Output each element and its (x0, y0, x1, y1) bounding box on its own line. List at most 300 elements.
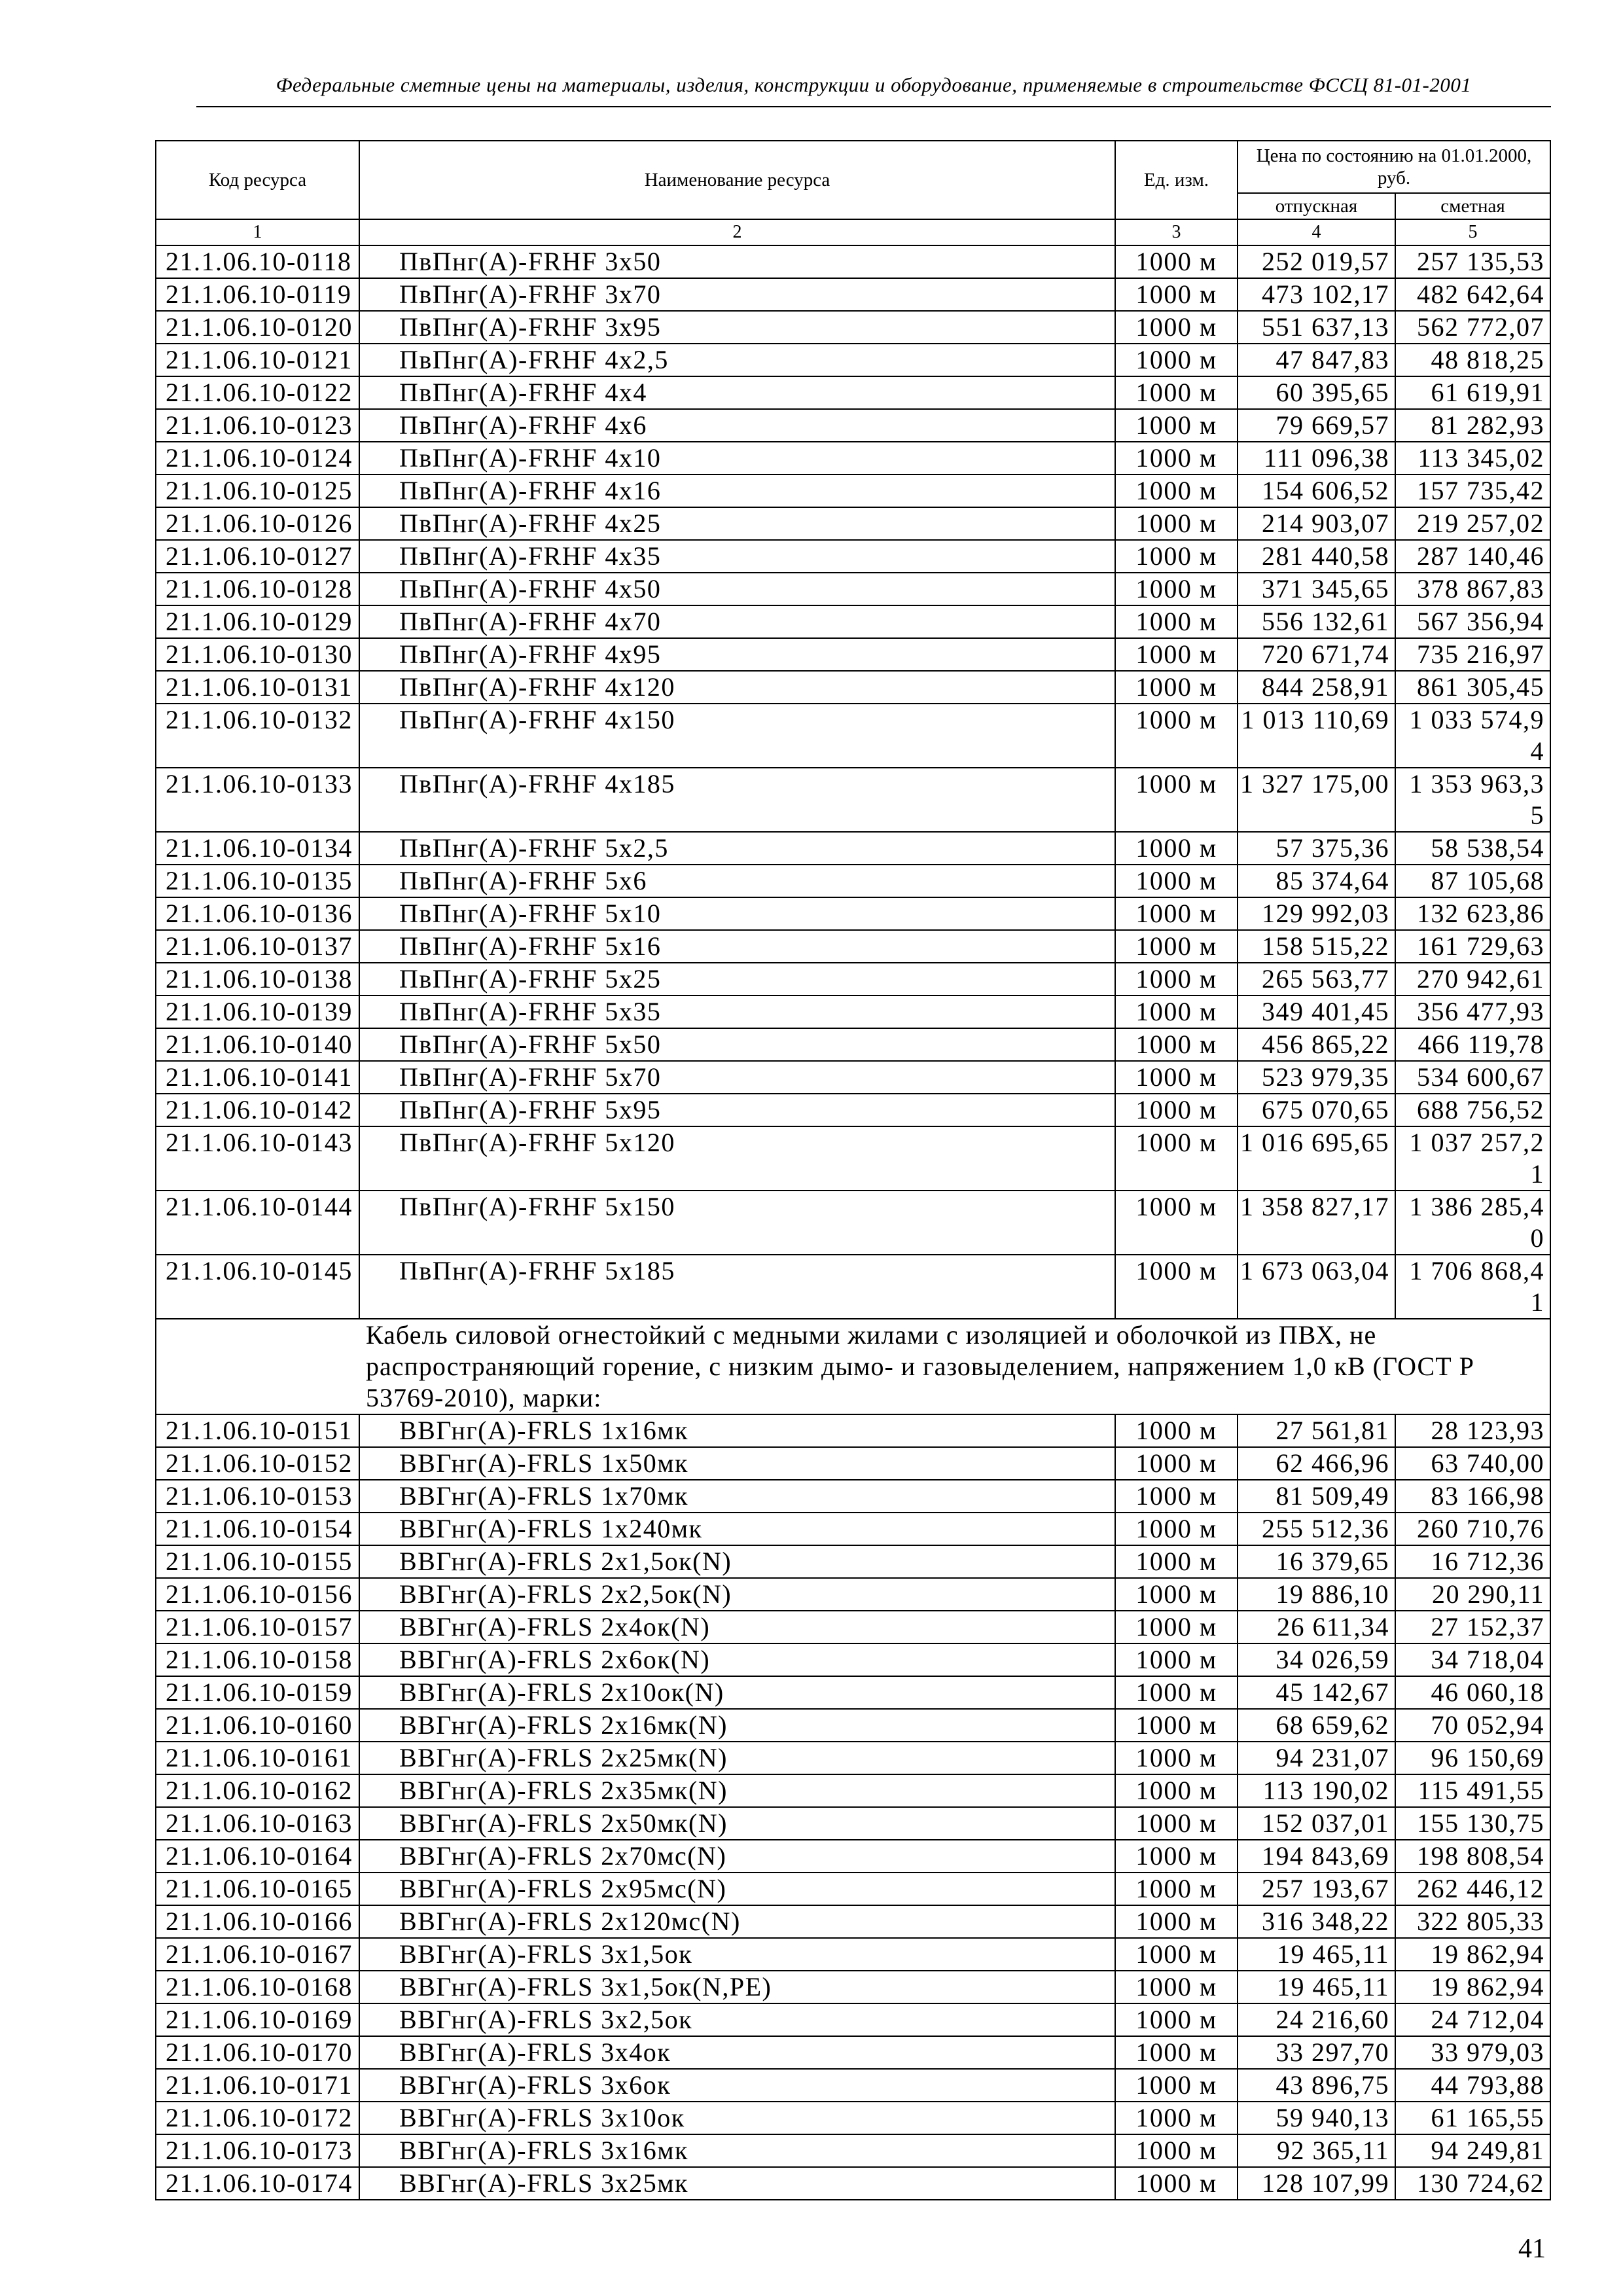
resource-code: 21.1.06.10-0121 (156, 344, 359, 376)
price-release: 79 669,57 (1238, 409, 1395, 442)
unit: 1000 м (1115, 2167, 1238, 2200)
price-estimate: 58 538,54 (1395, 832, 1550, 865)
resource-code: 21.1.06.10-0144 (156, 1191, 359, 1255)
price-estimate: 132 623,86 (1395, 897, 1550, 930)
resource-name: ВВГнг(А)-FRLS 1х16мк (359, 1414, 1115, 1447)
price-release: 92 365,11 (1238, 2134, 1395, 2167)
unit: 1000 м (1115, 1061, 1238, 1094)
unit: 1000 м (1115, 1447, 1238, 1480)
resource-code: 21.1.06.10-0158 (156, 1643, 359, 1676)
table-row (156, 409, 1550, 442)
price-estimate: 270 942,61 (1395, 963, 1550, 996)
table-row (156, 930, 1550, 963)
table-row (156, 1578, 1550, 1611)
price-estimate: 16 712,36 (1395, 1545, 1550, 1578)
price-release: 26 611,34 (1238, 1611, 1395, 1643)
resource-code: 21.1.06.10-0120 (156, 311, 359, 344)
price-estimate: 1 386 285,40 (1395, 1191, 1550, 1255)
resource-name: ВВГнг(А)-FRLS 2х6ок(N) (359, 1643, 1115, 1676)
table-row (156, 865, 1550, 897)
resource-code: 21.1.06.10-0164 (156, 1840, 359, 1873)
price-estimate: 33 979,03 (1395, 2036, 1550, 2069)
resource-code: 21.1.06.10-0127 (156, 540, 359, 573)
table-row (156, 507, 1550, 540)
table-row (156, 1971, 1550, 2003)
price-release: 371 345,65 (1238, 573, 1395, 605)
resource-code: 21.1.06.10-0132 (156, 704, 359, 768)
table-row (156, 832, 1550, 865)
price-estimate: 161 729,63 (1395, 930, 1550, 963)
resource-name: ПвПнг(А)-FRHF 4х10 (359, 442, 1115, 475)
price-release: 81 509,49 (1238, 1480, 1395, 1513)
price-estimate: 534 600,67 (1395, 1061, 1550, 1094)
resource-name: ПвПнг(А)-FRHF 3х70 (359, 278, 1115, 311)
price-release: 252 019,57 (1238, 245, 1395, 278)
resource-code: 21.1.06.10-0145 (156, 1255, 359, 1319)
resource-code: 21.1.06.10-0152 (156, 1447, 359, 1480)
resource-name: ПвПнг(А)-FRHF 5х2,5 (359, 832, 1115, 865)
resource-code: 21.1.06.10-0139 (156, 996, 359, 1028)
resource-code: 21.1.06.10-0123 (156, 409, 359, 442)
column-number-row (156, 219, 1550, 245)
resource-name: ВВГнг(А)-FRLS 3х1,5ок(N,PE) (359, 1971, 1115, 2003)
price-estimate: 46 060,18 (1395, 1676, 1550, 1709)
price-release: 473 102,17 (1238, 278, 1395, 311)
unit: 1000 м (1115, 1873, 1238, 1905)
page-number: 41 (1518, 2234, 1546, 2264)
price-release: 257 193,67 (1238, 1873, 1395, 1905)
resource-code: 21.1.06.10-0134 (156, 832, 359, 865)
price-estimate: 24 712,04 (1395, 2003, 1550, 2036)
resource-code: 21.1.06.10-0119 (156, 278, 359, 311)
price-release: 523 979,35 (1238, 1061, 1395, 1094)
unit: 1000 м (1115, 1513, 1238, 1545)
resource-code: 21.1.06.10-0129 (156, 605, 359, 638)
price-estimate: 34 718,04 (1395, 1643, 1550, 1676)
price-release: 24 216,60 (1238, 2003, 1395, 2036)
price-estimate: 20 290,11 (1395, 1578, 1550, 1611)
resource-name: ПвПнг(А)-FRHF 5х16 (359, 930, 1115, 963)
header-price-group: Цена по состоянию на 01.01.2000, руб. (1238, 141, 1550, 193)
price-release: 94 231,07 (1238, 1742, 1395, 1774)
table-row (156, 475, 1550, 507)
table-row (156, 1938, 1550, 1971)
resource-code: 21.1.06.10-0162 (156, 1774, 359, 1807)
price-release: 57 375,36 (1238, 832, 1395, 865)
column-number: 1 (156, 219, 359, 245)
unit: 1000 м (1115, 442, 1238, 475)
resource-code: 21.1.06.10-0141 (156, 1061, 359, 1094)
price-release: 19 465,11 (1238, 1938, 1395, 1971)
table-row (156, 1643, 1550, 1676)
price-estimate: 482 642,64 (1395, 278, 1550, 311)
resource-name: ВВГнг(А)-FRLS 2х2,5ок(N) (359, 1578, 1115, 1611)
table-row (156, 278, 1550, 311)
table-row (156, 1676, 1550, 1709)
price-release: 194 843,69 (1238, 1840, 1395, 1873)
header-unit: Ед. изм. (1115, 141, 1238, 219)
resource-name: ВВГнг(А)-FRLS 3х2,5ок (359, 2003, 1115, 2036)
price-release: 265 563,77 (1238, 963, 1395, 996)
resource-name: ПвПнг(А)-FRHF 4х4 (359, 376, 1115, 409)
table-row (156, 2134, 1550, 2167)
resource-name: ВВГнг(А)-FRLS 1х70мк (359, 1480, 1115, 1513)
table-row (156, 540, 1550, 573)
price-release: 1 016 695,65 (1238, 1126, 1395, 1191)
price-estimate: 735 216,97 (1395, 638, 1550, 671)
price-estimate: 1 033 574,94 (1395, 704, 1550, 768)
price-estimate: 83 166,98 (1395, 1480, 1550, 1513)
table-row (156, 768, 1550, 832)
column-number: 3 (1115, 219, 1238, 245)
price-estimate: 70 052,94 (1395, 1709, 1550, 1742)
unit: 1000 м (1115, 376, 1238, 409)
resource-name: ВВГнг(А)-FRLS 2х35мк(N) (359, 1774, 1115, 1807)
header-price-estimate: сметная (1395, 193, 1550, 219)
resource-code: 21.1.06.10-0142 (156, 1094, 359, 1126)
price-estimate: 115 491,55 (1395, 1774, 1550, 1807)
resource-code: 21.1.06.10-0124 (156, 442, 359, 475)
price-estimate: 87 105,68 (1395, 865, 1550, 897)
table-row (156, 1094, 1550, 1126)
resource-name: ПвПнг(А)-FRHF 5х50 (359, 1028, 1115, 1061)
price-estimate: 96 150,69 (1395, 1742, 1550, 1774)
resource-code: 21.1.06.10-0135 (156, 865, 359, 897)
table-row (156, 1545, 1550, 1578)
resource-code: 21.1.06.10-0137 (156, 930, 359, 963)
table-row (156, 1513, 1550, 1545)
table-row (156, 573, 1550, 605)
table-row (156, 1126, 1550, 1191)
table-row (156, 671, 1550, 704)
unit: 1000 м (1115, 2102, 1238, 2134)
section-row (156, 1319, 1550, 1414)
price-estimate: 1 037 257,21 (1395, 1126, 1550, 1191)
unit: 1000 м (1115, 1545, 1238, 1578)
resource-name: ВВГнг(А)-FRLS 2х120мс(N) (359, 1905, 1115, 1938)
resource-code: 21.1.06.10-0143 (156, 1126, 359, 1191)
price-release: 43 896,75 (1238, 2069, 1395, 2102)
section-spacer (156, 1319, 359, 1414)
resource-code: 21.1.06.10-0138 (156, 963, 359, 996)
price-release: 456 865,22 (1238, 1028, 1395, 1061)
price-estimate: 113 345,02 (1395, 442, 1550, 475)
resource-code: 21.1.06.10-0133 (156, 768, 359, 832)
resource-code: 21.1.06.10-0118 (156, 245, 359, 278)
price-estimate: 63 740,00 (1395, 1447, 1550, 1480)
unit: 1000 м (1115, 311, 1238, 344)
price-estimate: 81 282,93 (1395, 409, 1550, 442)
table-row (156, 1191, 1550, 1255)
price-release: 68 659,62 (1238, 1709, 1395, 1742)
unit: 1000 м (1115, 865, 1238, 897)
table-row (156, 1807, 1550, 1840)
table-row (156, 2102, 1550, 2134)
unit: 1000 м (1115, 1774, 1238, 1807)
price-release: 152 037,01 (1238, 1807, 1395, 1840)
resource-code: 21.1.06.10-0168 (156, 1971, 359, 2003)
price-estimate: 322 805,33 (1395, 1905, 1550, 1938)
price-release: 129 992,03 (1238, 897, 1395, 930)
resource-name: ВВГнг(А)-FRLS 2х1,5ок(N) (359, 1545, 1115, 1578)
unit: 1000 м (1115, 1414, 1238, 1447)
resource-name: ПвПнг(А)-FRHF 4х95 (359, 638, 1115, 671)
resource-name: ВВГнг(А)-FRLS 3х6ок (359, 2069, 1115, 2102)
table-row (156, 1414, 1550, 1447)
unit: 1000 м (1115, 832, 1238, 865)
price-release: 59 940,13 (1238, 2102, 1395, 2134)
resource-code: 21.1.06.10-0136 (156, 897, 359, 930)
resource-name: ВВГнг(А)-FRLS 2х4ок(N) (359, 1611, 1115, 1643)
header-price-release: отпускная (1238, 193, 1395, 219)
price-estimate: 61 619,91 (1395, 376, 1550, 409)
resource-name: ВВГнг(А)-FRLS 1х240мк (359, 1513, 1115, 1545)
table-row (156, 1742, 1550, 1774)
resource-code: 21.1.06.10-0151 (156, 1414, 359, 1447)
table-row (156, 1709, 1550, 1742)
price-table (155, 140, 1551, 2200)
unit: 1000 м (1115, 573, 1238, 605)
price-release: 16 379,65 (1238, 1545, 1395, 1578)
resource-code: 21.1.06.10-0167 (156, 1938, 359, 1971)
resource-name: ПвПнг(А)-FRHF 4х185 (359, 768, 1115, 832)
resource-code: 21.1.06.10-0174 (156, 2167, 359, 2200)
price-release: 47 847,83 (1238, 344, 1395, 376)
resource-code: 21.1.06.10-0125 (156, 475, 359, 507)
resource-name: ПвПнг(А)-FRHF 4х50 (359, 573, 1115, 605)
unit: 1000 м (1115, 1028, 1238, 1061)
price-release: 675 070,65 (1238, 1094, 1395, 1126)
table-row (156, 963, 1550, 996)
price-estimate: 61 165,55 (1395, 2102, 1550, 2134)
resource-name: ПвПнг(А)-FRHF 5х95 (359, 1094, 1115, 1126)
price-estimate: 44 793,88 (1395, 2069, 1550, 2102)
resource-name: ПвПнг(А)-FRHF 5х70 (359, 1061, 1115, 1094)
unit: 1000 м (1115, 1094, 1238, 1126)
price-release: 113 190,02 (1238, 1774, 1395, 1807)
table-row (156, 344, 1550, 376)
unit: 1000 м (1115, 507, 1238, 540)
price-release: 214 903,07 (1238, 507, 1395, 540)
table-row (156, 2003, 1550, 2036)
resource-name: ВВГнг(А)-FRLS 2х50мк(N) (359, 1807, 1115, 1840)
resource-name: ПвПнг(А)-FRHF 5х120 (359, 1126, 1115, 1191)
resource-name: ВВГнг(А)-FRLS 3х10ок (359, 2102, 1115, 2134)
price-estimate: 1 353 963,35 (1395, 768, 1550, 832)
price-estimate: 378 867,83 (1395, 573, 1550, 605)
table-row (156, 245, 1550, 278)
column-number: 5 (1395, 219, 1550, 245)
price-release: 60 395,65 (1238, 376, 1395, 409)
price-estimate: 198 808,54 (1395, 1840, 1550, 1873)
price-estimate: 219 257,02 (1395, 507, 1550, 540)
price-release: 33 297,70 (1238, 2036, 1395, 2069)
header-code: Код ресурса (156, 141, 359, 219)
unit: 1000 м (1115, 1643, 1238, 1676)
resource-code: 21.1.06.10-0126 (156, 507, 359, 540)
unit: 1000 м (1115, 930, 1238, 963)
resource-name: ПвПнг(А)-FRHF 5х150 (359, 1191, 1115, 1255)
table-row (156, 311, 1550, 344)
table-row (156, 638, 1550, 671)
unit: 1000 м (1115, 1807, 1238, 1840)
resource-name: ПвПнг(А)-FRHF 4х16 (359, 475, 1115, 507)
price-release: 128 107,99 (1238, 2167, 1395, 2200)
resource-name: ПвПнг(А)-FRHF 4х2,5 (359, 344, 1115, 376)
resource-name: ПвПнг(А)-FRHF 5х185 (359, 1255, 1115, 1319)
price-release: 844 258,91 (1238, 671, 1395, 704)
price-estimate: 19 862,94 (1395, 1938, 1550, 1971)
resource-code: 21.1.06.10-0140 (156, 1028, 359, 1061)
table-row (156, 1840, 1550, 1873)
table-row (156, 376, 1550, 409)
resource-code: 21.1.06.10-0154 (156, 1513, 359, 1545)
resource-name: ВВГнг(А)-FRLS 2х16мк(N) (359, 1709, 1115, 1742)
price-release: 1 358 827,17 (1238, 1191, 1395, 1255)
resource-code: 21.1.06.10-0155 (156, 1545, 359, 1578)
resource-code: 21.1.06.10-0156 (156, 1578, 359, 1611)
resource-code: 21.1.06.10-0160 (156, 1709, 359, 1742)
price-release: 1 013 110,69 (1238, 704, 1395, 768)
unit: 1000 м (1115, 638, 1238, 671)
resource-code: 21.1.06.10-0172 (156, 2102, 359, 2134)
price-estimate: 262 446,12 (1395, 1873, 1550, 1905)
price-release: 111 096,38 (1238, 442, 1395, 475)
resource-code: 21.1.06.10-0169 (156, 2003, 359, 2036)
resource-name: ВВГнг(А)-FRLS 2х25мк(N) (359, 1742, 1115, 1774)
price-estimate: 257 135,53 (1395, 245, 1550, 278)
unit: 1000 м (1115, 1938, 1238, 1971)
unit: 1000 м (1115, 1905, 1238, 1938)
resource-name: ПвПнг(А)-FRHF 4х150 (359, 704, 1115, 768)
price-estimate: 94 249,81 (1395, 2134, 1550, 2167)
resource-code: 21.1.06.10-0163 (156, 1807, 359, 1840)
resource-name: ПвПнг(А)-FRHF 5х6 (359, 865, 1115, 897)
price-release: 27 561,81 (1238, 1414, 1395, 1447)
table-row (156, 1873, 1550, 1905)
section-title: Кабель силовой огнестойкий с медными жилами с изоляцией и оболочкой из ПВХ, не распространяющий горение, с низким дымо- и газовыделением, напряжением 1,0 кВ (ГОСТ Р 53769-2010), марки: (359, 1319, 1550, 1414)
resource-name: ПвПнг(А)-FRHF 5х25 (359, 963, 1115, 996)
resource-name: ПвПнг(А)-FRHF 5х10 (359, 897, 1115, 930)
price-release: 19 886,10 (1238, 1578, 1395, 1611)
resource-name: ВВГнг(А)-FRLS 3х1,5ок (359, 1938, 1115, 1971)
price-estimate: 28 123,93 (1395, 1414, 1550, 1447)
table-row (156, 1061, 1550, 1094)
price-estimate: 48 818,25 (1395, 344, 1550, 376)
unit: 1000 м (1115, 963, 1238, 996)
unit: 1000 м (1115, 278, 1238, 311)
resource-code: 21.1.06.10-0131 (156, 671, 359, 704)
price-release: 556 132,61 (1238, 605, 1395, 638)
price-estimate: 260 710,76 (1395, 1513, 1550, 1545)
unit: 1000 м (1115, 1840, 1238, 1873)
unit: 1000 м (1115, 2134, 1238, 2167)
resource-name: ВВГнг(А)-FRLS 3х16мк (359, 2134, 1115, 2167)
table-row (156, 2167, 1550, 2200)
unit: 1000 м (1115, 1709, 1238, 1742)
price-release: 1 327 175,00 (1238, 768, 1395, 832)
table-row (156, 1905, 1550, 1938)
price-estimate: 130 724,62 (1395, 2167, 1550, 2200)
unit: 1000 м (1115, 2036, 1238, 2069)
price-estimate: 1 706 868,41 (1395, 1255, 1550, 1319)
table-row (156, 897, 1550, 930)
table-row (156, 704, 1550, 768)
resource-code: 21.1.06.10-0165 (156, 1873, 359, 1905)
header-rule (196, 106, 1551, 107)
resource-name: ПвПнг(А)-FRHF 3х95 (359, 311, 1115, 344)
price-estimate: 688 756,52 (1395, 1094, 1550, 1126)
price-release: 316 348,22 (1238, 1905, 1395, 1938)
table-row (156, 442, 1550, 475)
table-row (156, 1255, 1550, 1319)
unit: 1000 м (1115, 768, 1238, 832)
unit: 1000 м (1115, 2003, 1238, 2036)
resource-code: 21.1.06.10-0159 (156, 1676, 359, 1709)
resource-code: 21.1.06.10-0173 (156, 2134, 359, 2167)
unit: 1000 м (1115, 671, 1238, 704)
price-estimate: 567 356,94 (1395, 605, 1550, 638)
unit: 1000 м (1115, 704, 1238, 768)
unit: 1000 м (1115, 897, 1238, 930)
price-estimate: 466 119,78 (1395, 1028, 1550, 1061)
price-estimate: 155 130,75 (1395, 1807, 1550, 1840)
unit: 1000 м (1115, 475, 1238, 507)
unit: 1000 м (1115, 1971, 1238, 2003)
price-estimate: 287 140,46 (1395, 540, 1550, 573)
resource-code: 21.1.06.10-0170 (156, 2036, 359, 2069)
unit: 1000 м (1115, 2069, 1238, 2102)
price-release: 720 671,74 (1238, 638, 1395, 671)
price-release: 85 374,64 (1238, 865, 1395, 897)
table-row (156, 1480, 1550, 1513)
price-release: 45 142,67 (1238, 1676, 1395, 1709)
price-release: 19 465,11 (1238, 1971, 1395, 2003)
price-release: 281 440,58 (1238, 540, 1395, 573)
resource-name: ПвПнг(А)-FRHF 5х35 (359, 996, 1115, 1028)
unit: 1000 м (1115, 1126, 1238, 1191)
price-estimate: 27 152,37 (1395, 1611, 1550, 1643)
unit: 1000 м (1115, 245, 1238, 278)
running-header: Федеральные сметные цены на материалы, изделия, конструкции и оборудование, применяемые в строительстве ФССЦ 81-01-2001 (276, 73, 1472, 96)
unit: 1000 м (1115, 344, 1238, 376)
unit: 1000 м (1115, 540, 1238, 573)
price-release: 255 512,36 (1238, 1513, 1395, 1545)
unit: 1000 м (1115, 409, 1238, 442)
table-row (156, 996, 1550, 1028)
resource-code: 21.1.06.10-0128 (156, 573, 359, 605)
resource-code: 21.1.06.10-0153 (156, 1480, 359, 1513)
unit: 1000 м (1115, 605, 1238, 638)
price-estimate: 861 305,45 (1395, 671, 1550, 704)
unit: 1000 м (1115, 1742, 1238, 1774)
price-release: 154 606,52 (1238, 475, 1395, 507)
unit: 1000 м (1115, 996, 1238, 1028)
price-estimate: 19 862,94 (1395, 1971, 1550, 2003)
resource-code: 21.1.06.10-0171 (156, 2069, 359, 2102)
unit: 1000 м (1115, 1191, 1238, 1255)
resource-name: ПвПнг(А)-FRHF 4х35 (359, 540, 1115, 573)
resource-name: ПвПнг(А)-FRHF 4х70 (359, 605, 1115, 638)
unit: 1000 м (1115, 1255, 1238, 1319)
resource-code: 21.1.06.10-0166 (156, 1905, 359, 1938)
unit: 1000 м (1115, 1611, 1238, 1643)
column-number: 4 (1238, 219, 1395, 245)
table-row (156, 2036, 1550, 2069)
resource-name: ВВГнг(А)-FRLS 1х50мк (359, 1447, 1115, 1480)
header-name: Наименование ресурса (359, 141, 1115, 219)
resource-name: ВВГнг(А)-FRLS 2х10ок(N) (359, 1676, 1115, 1709)
